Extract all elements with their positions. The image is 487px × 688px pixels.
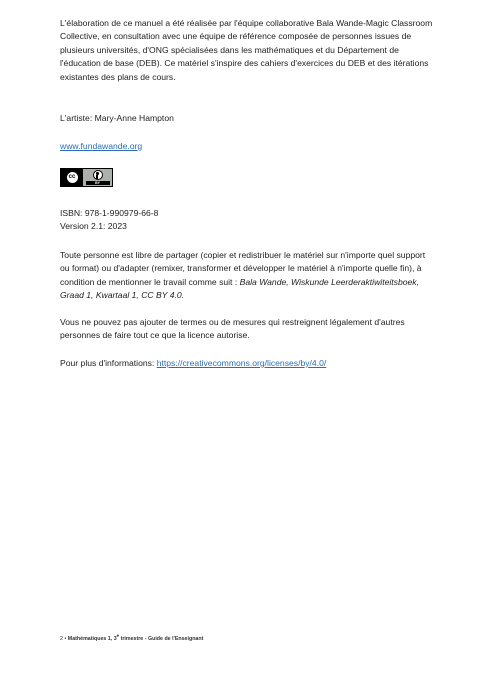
cc-by-license-badge xyxy=(60,168,113,187)
license-restriction-paragraph: Vous ne pouvez pas ajouter de termes ou de mesures qui restreignent légalement d'autres personnes de faire tout ce que la licence autorise. xyxy=(60,317,405,341)
license-url-link[interactable]: https://creativecommons.org/licenses/by/4.0/ xyxy=(156,358,327,368)
publication-info xyxy=(60,207,435,234)
page-footer: 2 • Mathématiques 1, 3e trimestre - Guide de l'Enseignant xyxy=(60,633,204,642)
credits-paragraph: L'élaboration de ce manuel a été réalisée par l'équipe collaborative Bala Wande-Magic Classroom Collective, en consultation avec une équipe de référence composée de personnes issues de plusieurs universités, d'ONG spécialisées dans les mathématiques et du Département de l'éducation de base (DEB). Ce matériel s'inspire des cahiers d'exercices du DEB et des itérations existantes des plans de cours. xyxy=(60,18,433,82)
website-line xyxy=(60,140,435,153)
page-number: 2 xyxy=(60,635,63,642)
version-text: Version 2.1: 2023 xyxy=(60,221,127,232)
isbn-text: ISBN: 978-1-990979-66-8 xyxy=(60,208,159,218)
citation-text: Bala Wande, Wiskunde Leerderaktiwiteitsboek, Graad 1, Kwartaal 1, CC BY 4.0. xyxy=(60,276,419,301)
more-info-line: Pour plus d'informations: https://creativecommons.org/licenses/by/4.0/ xyxy=(60,358,327,368)
guide-title: Mathématiques 1, 3e trimestre - Guide de l'Enseignant xyxy=(67,633,204,642)
creative-commons-icon: cc xyxy=(66,171,79,184)
website-link[interactable]: www.fundawande.org xyxy=(60,141,143,151)
artist-line: L'artiste: Mary-Anne Hampton xyxy=(60,113,174,123)
by-label: BY xyxy=(86,181,110,185)
license-share-paragraph: Toute personne est libre de partager (copier et redistribuer le matériel sur n'importe quel support ou format) ou d'adapter (remixer, transformer et développer le matériel à n'importe quelle fin), à condition de mentionner le travail comme suit : Bala Wande, Wiskunde Leerderaktiwiteitsboek, Graad 1, Kwartaal 1, CC BY 4.0. xyxy=(60,250,426,301)
attribution-person-icon xyxy=(93,170,103,180)
